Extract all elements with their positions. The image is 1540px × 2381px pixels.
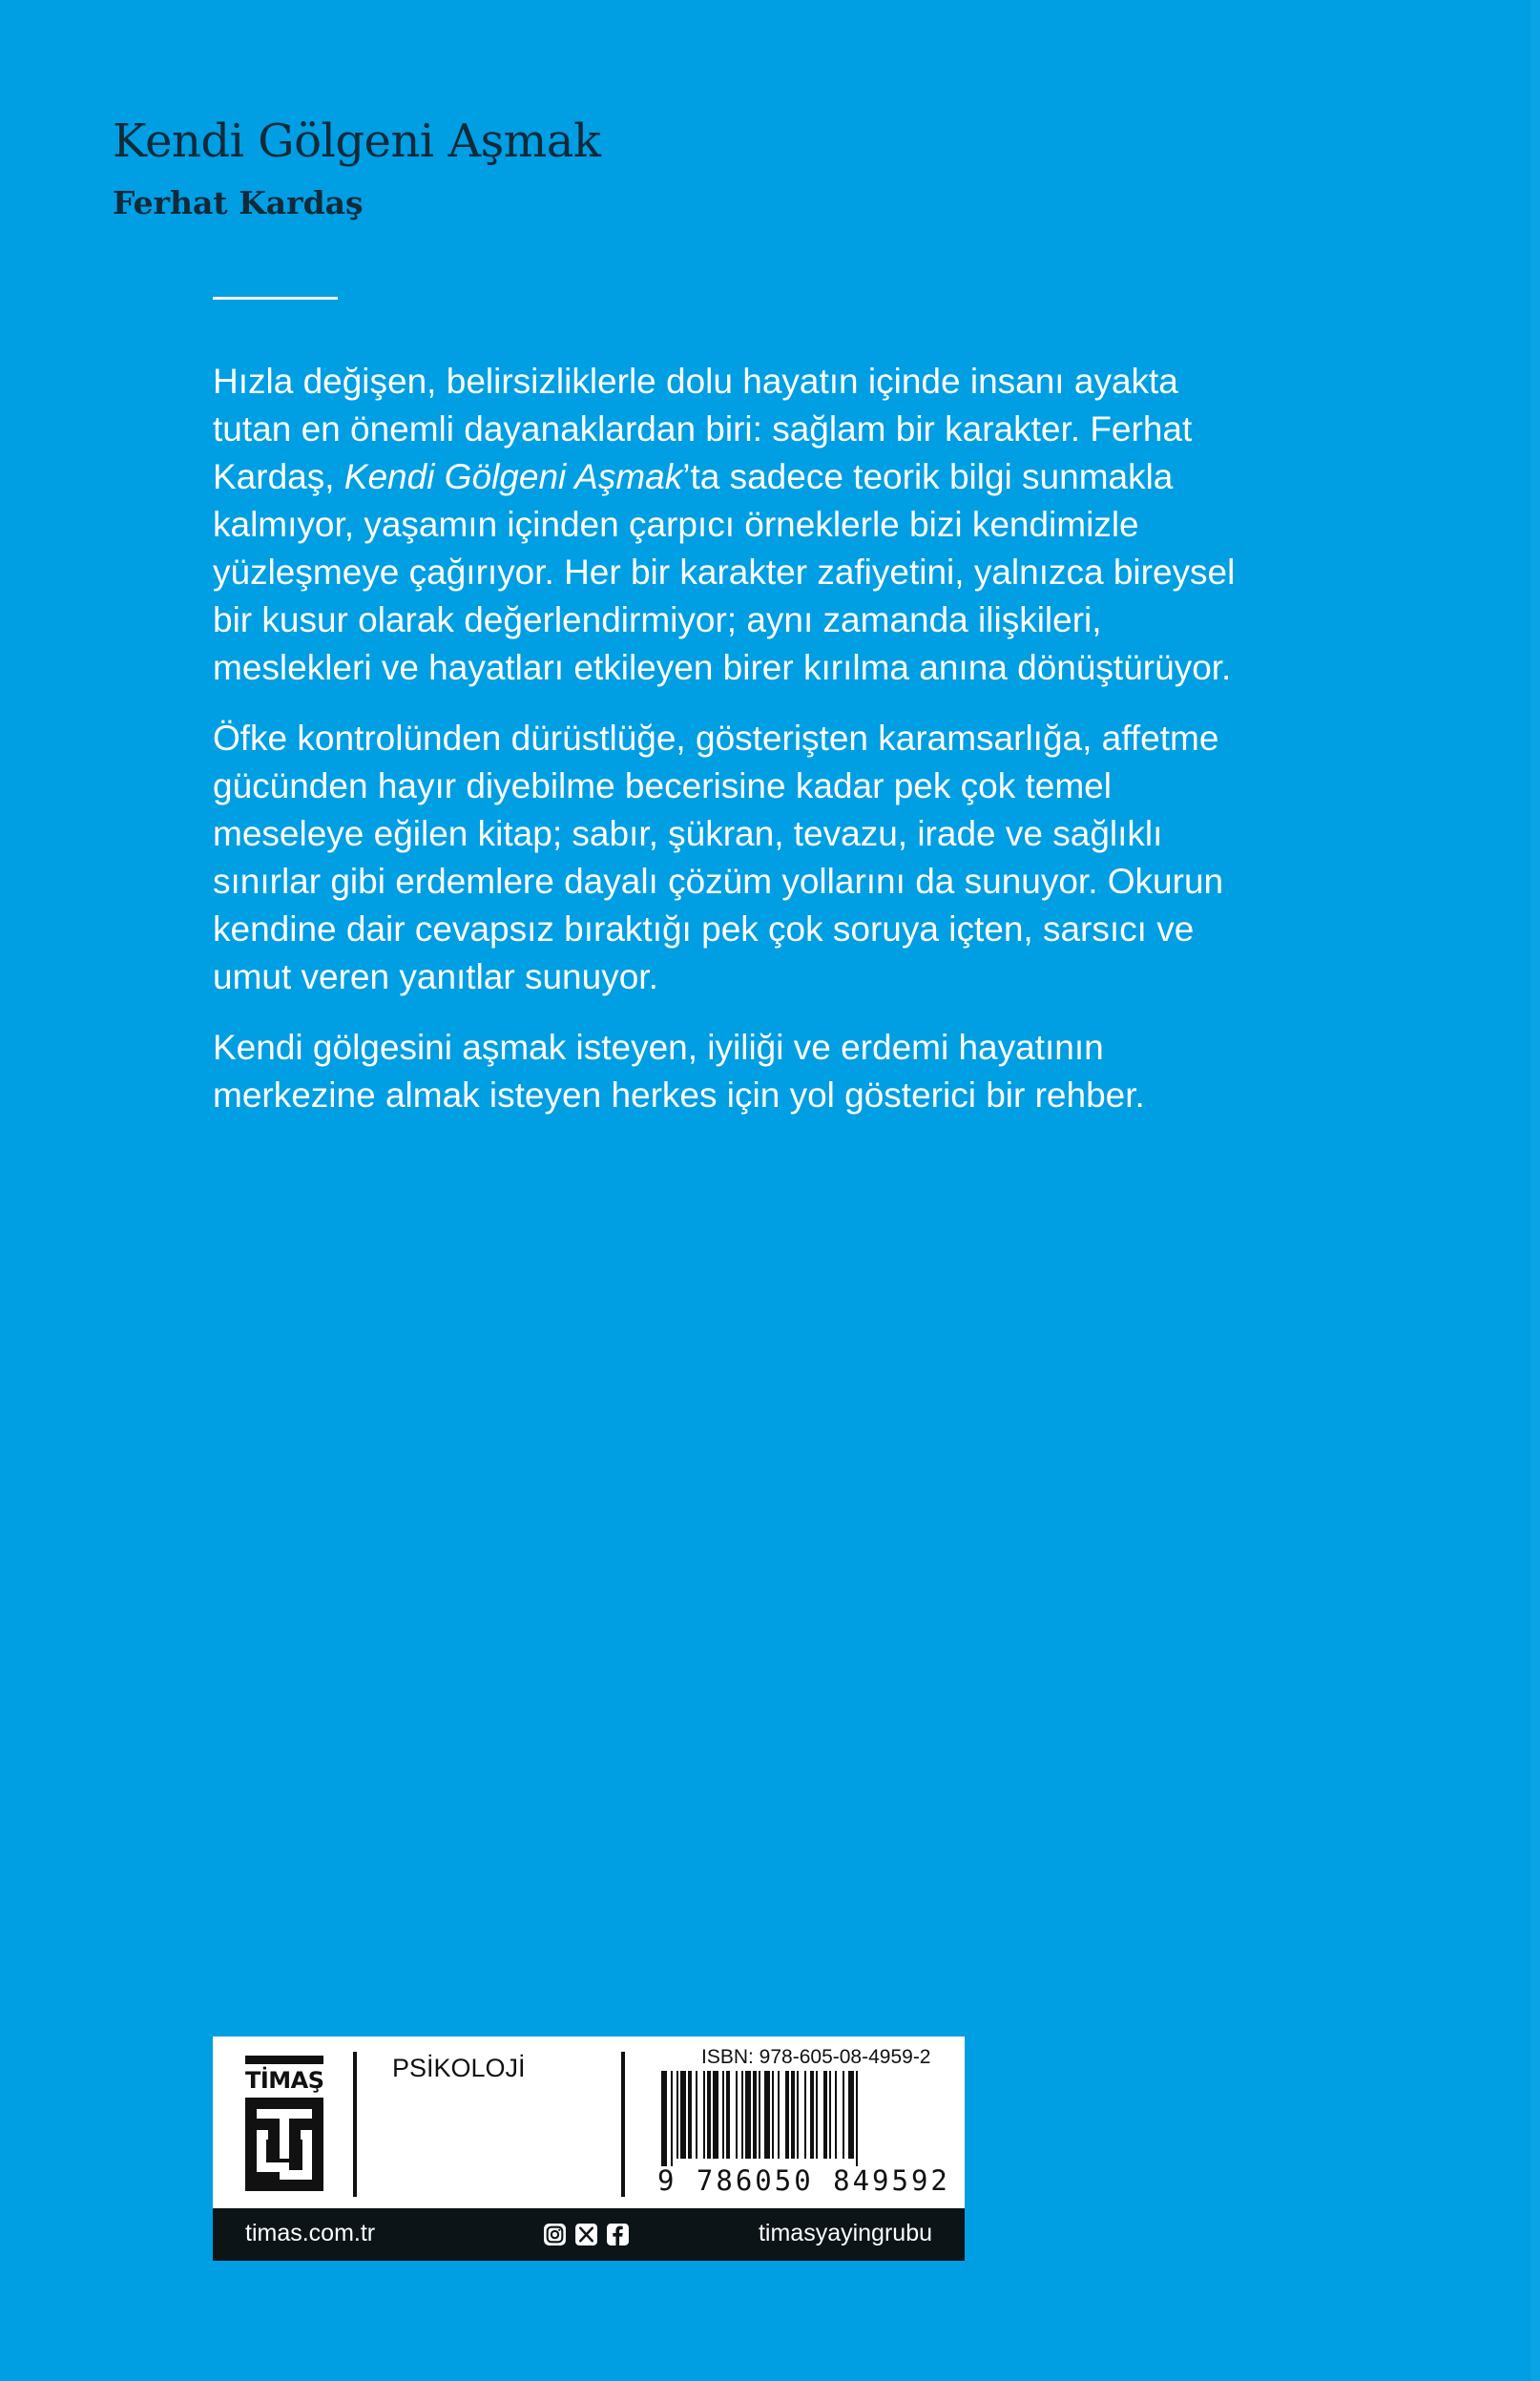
blurb-line: tutan en önemli dayanaklardan biri: sağlam bir karakter. Ferhat [213,409,1193,449]
barcode-bar [764,2071,770,2159]
blurb-line: umut veren yanıtlar sunuyor. [213,957,658,996]
barcode-bar [703,2071,705,2159]
barcode-bar [676,2071,678,2159]
blurb-line [213,453,1339,501]
barcode-bar [688,2071,692,2159]
isbn-label: ISBN: 978-605-08-4959-2 [701,2046,931,2068]
blurb-line: merkezine almak isteyen herkes için yol gösterici bir rehber. [213,1076,1145,1115]
cover-right-edge [1530,0,1540,2381]
logo-top-bar [245,2056,323,2064]
barcode-bar [707,2071,711,2159]
barcode-bar [791,2071,795,2159]
blurb-line: Hızla değişen, belirsizliklerle dolu hayatın içinde insanı ayakta [213,362,1178,401]
facebook-icon[interactable] [606,2223,630,2246]
barcode-bar [726,2071,730,2159]
publisher-logo-mark-icon [245,2098,323,2191]
book-title: Kendi Gölgeni Aşmak [113,115,601,168]
blurb-line: Öfke kontrolünden dürüstlüğe, gösterişten karamsarlığa, affetme [213,719,1219,758]
barcode-bar [843,2071,844,2159]
blurb-line: meslekleri ve hayatları etkileyen birer kırılma anına dönüştürüyor. [213,648,1232,687]
blurb-paragraph-1 [213,358,1339,692]
barcode-bar [797,2071,799,2159]
publisher-logo [245,2056,323,2191]
divider-line [213,297,338,300]
blurb-title-emphasis: Kendi Gölgeni Aşmak [343,457,683,496]
barcode-bar [804,2071,806,2159]
blurb-paragraph-2 [213,715,1339,1001]
x-icon[interactable] [574,2223,598,2246]
barcode-bar [856,2071,858,2166]
book-author: Ferhat Kardaş [113,184,364,221]
blurb-line: gücünden hayır diyebilme becerisine kadar pek çok temel [213,766,1112,805]
blurb-line: Kendi gölgesini aşmak isteyen, iyiliği ve erdemi hayatının [213,1028,1104,1067]
barcode-bar [722,2071,724,2159]
divider-vertical [353,2052,357,2197]
blurb-line: kendine dair cevapsız bıraktığı pek çok soruya içten, sarsıcı ve [213,909,1195,949]
barcode-bar [772,2071,774,2159]
barcode-bar [810,2071,814,2159]
barcode-bar [713,2071,718,2159]
publisher-footer-bar [213,2208,965,2261]
barcode-bar [661,2071,667,2166]
barcode-bar [736,2071,738,2159]
blurb-line: yüzleşmeye çağırıyor. Her bir karakter zafiyetini, yalnızca bireysel [213,553,1236,592]
barcode-bar [835,2071,837,2159]
barcode-bar [696,2071,697,2159]
barcode-bar [829,2071,831,2159]
barcode-bar [778,2071,780,2159]
publisher-info-box [213,2036,965,2261]
divider-vertical [621,2052,625,2197]
blurb-line: bir kusur olarak değerlendirmiyor; aynı zamanda ilişkileri, [213,600,1102,639]
barcode-bar [671,2071,673,2166]
barcode-bar [759,2071,760,2159]
back-cover-blurb [213,358,1339,1142]
barcode-bar [753,2071,757,2159]
barcode-digits: 9 786050 849592 [657,2164,950,2197]
barcode-icon [661,2071,938,2166]
barcode-bar [741,2071,743,2159]
blurb-text: ’ta sadece teorik bilgi sunmakla [682,457,1174,496]
blurb-line: kalmıyor, yaşamın içinden çarpıcı örneklerle bizi kendimizle [213,505,1139,544]
instagram-icon[interactable] [543,2223,567,2246]
blurb-line: sınırlar gibi erdemlere dayalı çözüm yollarını da sunuyor. Okurun [213,862,1224,901]
publisher-website[interactable]: timas.com.tr [245,2220,376,2246]
social-handle[interactable]: timasyayingrubu [758,2220,932,2246]
blurb-text: Kardaş, [213,457,344,496]
book-category: PSİKOLOJİ [392,2054,526,2082]
barcode-bar [816,2071,818,2159]
barcode-bar [745,2071,751,2159]
barcode-bar [823,2071,827,2159]
barcode-bar [785,2071,789,2159]
publisher-logo-text: TİMAŞ [245,2067,324,2094]
blurb-paragraph-3 [213,1024,1339,1119]
social-icons [543,2223,630,2246]
barcode-bar [680,2071,686,2159]
blurb-line: meseleye eğilen kitap; sabır, şükran, tevazu, irade ve sağlıklı [213,814,1163,853]
barcode-bar [848,2071,854,2159]
